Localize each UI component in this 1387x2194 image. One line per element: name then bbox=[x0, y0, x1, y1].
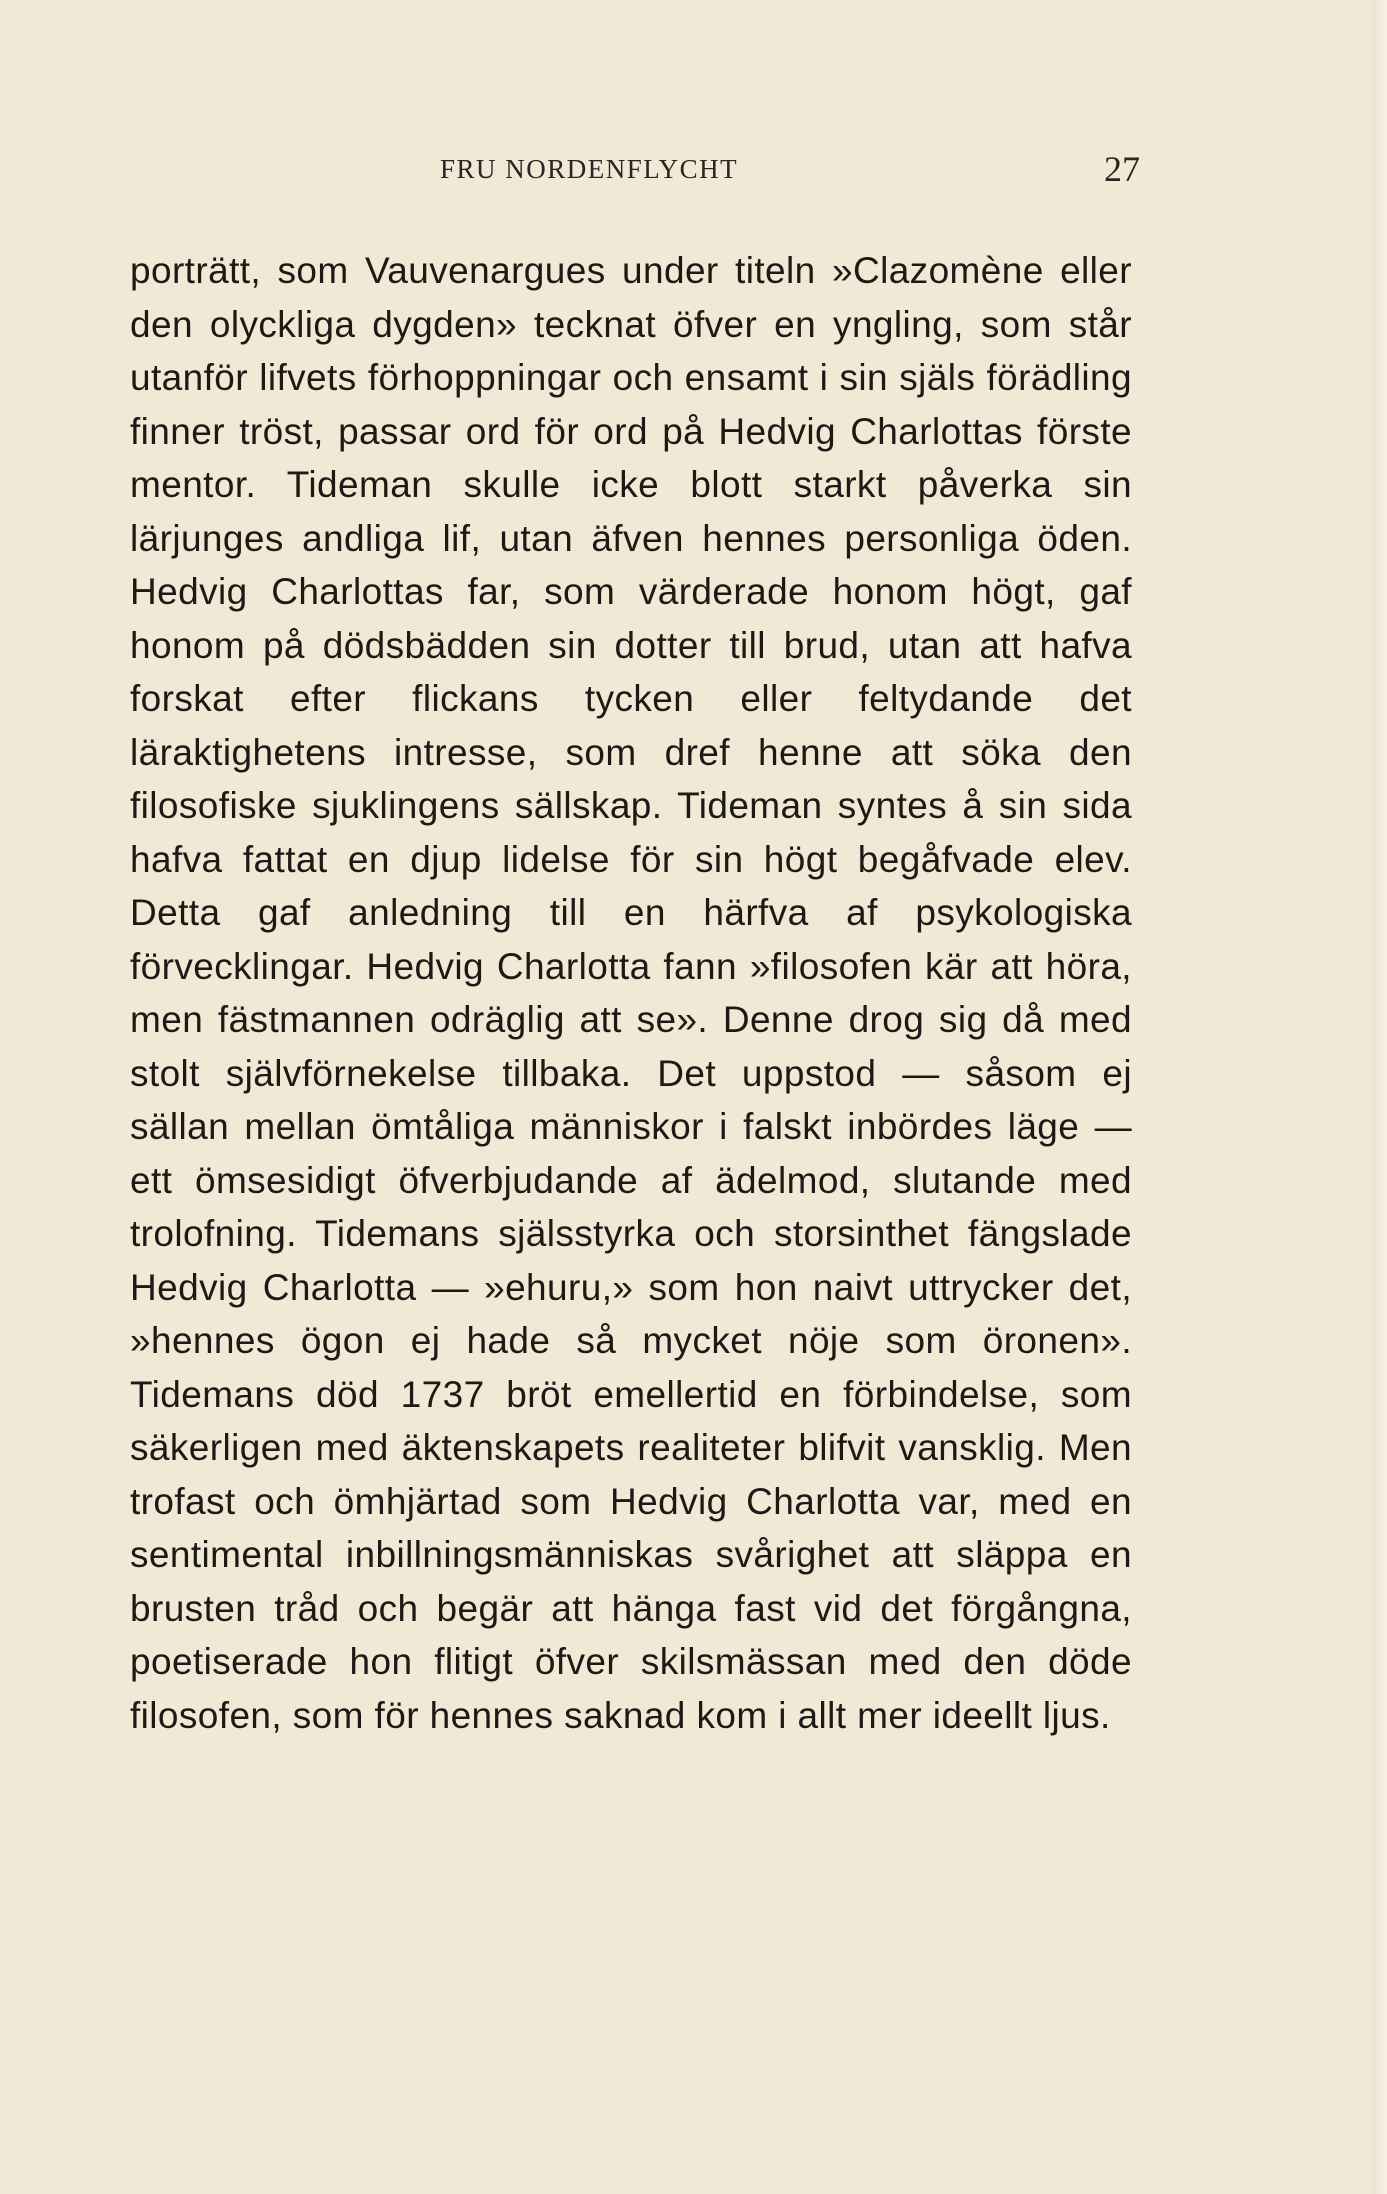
page-number: 27 bbox=[1104, 149, 1140, 189]
page-edge bbox=[1373, 0, 1387, 2194]
page-header bbox=[130, 148, 1140, 198]
running-title: FRU NORDENFLYCHT bbox=[440, 154, 739, 184]
body-paragraph: porträtt, som Vauvenargues under titeln »Clazomène eller den olyckliga dygden» tecknat öfver en yngling, som står utanför lifvets förhoppningar och ensamt i sin själs förädling finner tröst, passar ord för ord på Hedvig Charlottas förste mentor. Tideman skulle icke blott starkt påverka sin lärjunges andliga lif, utan äfven hennes personliga öden. Hedvig Charlottas far, som värderade honom högt, gaf honom på dödsbädden sin dotter till brud, utan att hafva forskat efter flickans tycken eller feltydande det läraktighetens intresse, som dref henne att söka den filosofiske sjuklingens sällskap. Tideman syntes å sin sida hafva fattat en djup lidelse för sin högt begåfvade elev. Detta gaf anledning till en härfva af psykologiska förvecklingar. Hedvig Charlotta fann »filosofen kär att höra, men fästmannen odräglig att se». Denne drog sig då med stolt självförnekelse tillbaka. Det uppstod — såsom ej sällan mellan ömtåliga människor i falskt inbördes läge — ett ömsesidigt öfverbjudande af ädelmod, slutande med trolofning. Tidemans själsstyrka och storsinthet fängslade Hedvig Charlotta — »ehuru,» som hon naivt uttrycker det, »hennes ögon ej hade så mycket nöje som öronen». Tidemans död 1737 bröt emellertid en förbindelse, som säkerligen med äktenskapets realiteter blifvit vansklig. Men trofast och ömhjärtad som Hedvig Charlotta var, med en sentimental inbillningsmänniskas svårighet att släppa en brusten tråd och begär att hänga fast vid det förgångna, poetiserade hon flitigt öfver skilsmässan med den döde filosofen, som för hennes saknad kom i allt mer ideellt ljus. bbox=[130, 250, 1132, 1736]
